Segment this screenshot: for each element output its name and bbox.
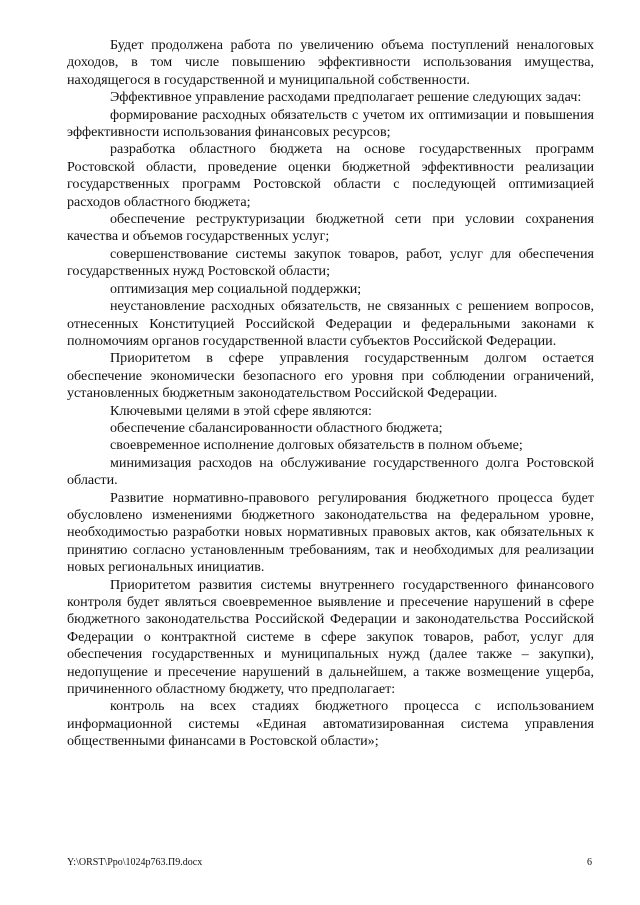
paragraph-social-support: оптимизация мер социальной поддержки; [110, 280, 362, 297]
paragraph-debt-cost: минимизация расходов на обслуживание государственного долга Ростовской области. [67, 454, 594, 489]
paragraph-key-goals: Ключевыми целями в этой сфере являются: [110, 402, 372, 419]
paragraph-expense-management: Эффективное управление расходами предполагает решение следующих задач: [110, 89, 582, 106]
paragraph-control-stages: контроль на всех стадиях бюджетного процесса с использованием информационной системы «Единая автоматизированная система управления общественными финансами в Ростовской области»; [67, 698, 594, 750]
paragraph-procurement-improvement: совершенствование системы закупок товаров, работ, услуг для обеспечения государственных нужд Ростовской области; [67, 245, 594, 280]
paragraph-obligations-formation: формирование расходных обязательств с учетом их оптимизации и повышения эффективности использования финансовых ресурсов; [67, 106, 594, 141]
paragraph-debt-execution: своевременное исполнение долговых обязательств в полном объеме; [110, 437, 523, 454]
paragraph-balance: обеспечение сбалансированности областного бюджета; [110, 419, 443, 436]
paragraph-nontax-revenue: Будет продолжена работа по увеличению объема поступлений неналоговых доходов, в том числе повышению эффективности использования имущества, находящегося в государственной и муниципальной собственности. [67, 37, 594, 88]
page-number: 6 [587, 857, 592, 868]
document-body [67, 37, 594, 751]
paragraph-regulation: Развитие нормативно-правового регулирования бюджетного процесса будет обусловлено изменениями бюджетного законодательства на федеральном уровне, необходимостью разработки новых нормативных правовых актов, как обязательных к принятию согласно установленным требованиям, так и необходимых для реализации новых региональных инициатив. [67, 489, 594, 576]
paragraph-budget-development: разработка областного бюджета на основе государственных программ Ростовской области, проведение оценки бюджетной эффективности реализации государственных программ Ростовской области с последующей оптимизацией расходов областного бюджета; [67, 141, 594, 210]
paragraph-non-establishment: неустановление расходных обязательств, не связанных с решением вопросов, отнесенных Конституцией Российской Федерации и федеральными законами к полномочиям органов государственной власти субъектов Российской Федерации. [67, 298, 594, 349]
footer-file-path: Y:\ORST\Ppo\1024p763.П9.docx [67, 857, 203, 868]
paragraph-financial-control: Приоритетом развития системы внутреннего государственного финансового контроля будет являться своевременное выявление и пресечение нарушений в сфере бюджетного законодательства Российской Федерации и законодательства Российской Федерации о контрактной системе в сфере закупок товаров, работ, услуг для обеспечения государственных и муниципальных нужд (далее также – закупки), недопущение и пресечение нарушений в дальнейшем, а также возмещение ущерба, причиненного областному бюджету, что предполагает: [67, 576, 594, 698]
paragraph-debt-priority: Приоритетом в сфере управления государственным долгом остается обеспечение экономически безопасного его уровня при соблюдении ограничений, установленных бюджетным законодательством Российской Федерации. [67, 350, 594, 402]
paragraph-network-restructuring: обеспечение реструктуризации бюджетной сети при условии сохранения качества и объемов государственных услуг; [67, 211, 594, 245]
